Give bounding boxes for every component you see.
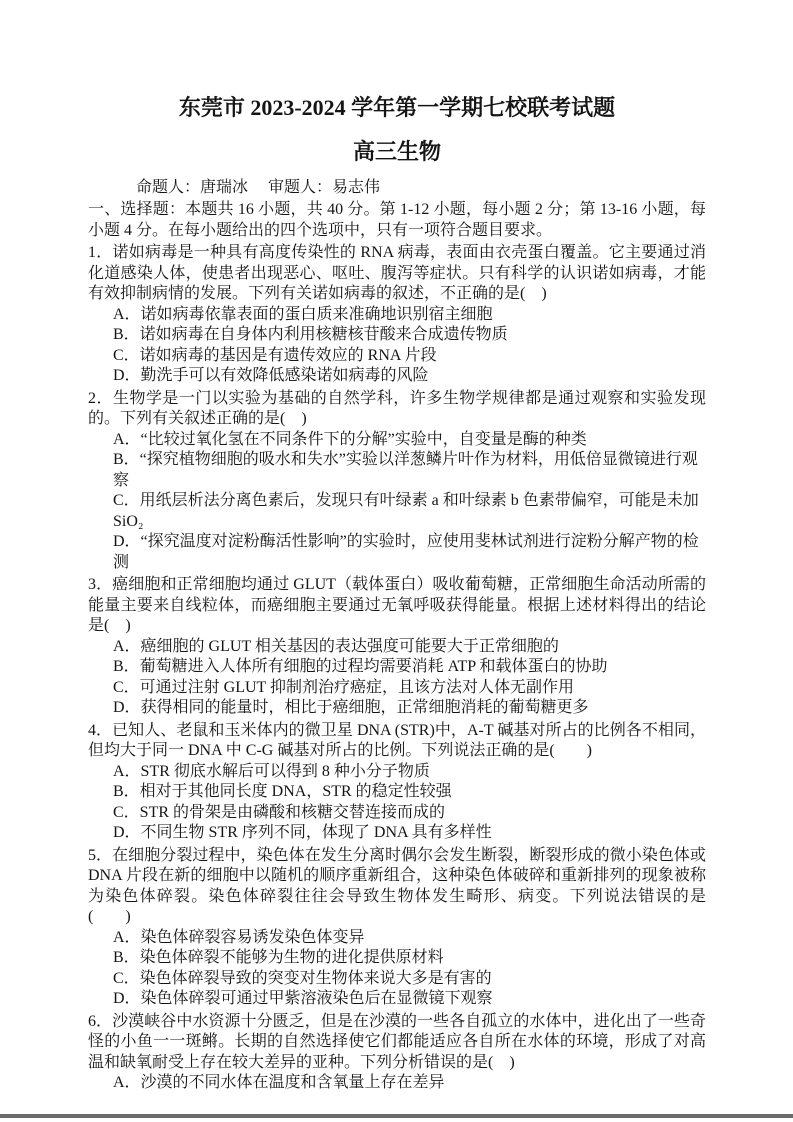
question-option: C．用纸层析法分离色素后，发现只有叶绿素 a 和叶绿素 b 色素带偏窄，可能是未加 SiO₂: [113, 492, 699, 530]
question-option: C．可通过注射 GLUT 抑制剂治疗癌症，且该方法对人体无副作用: [113, 678, 575, 696]
question-option: D．勤洗手可以有效降低感染诺如病毒的风险: [113, 367, 429, 384]
question-stem: 3．癌细胞和正常细胞均通过 GLUT（载体蛋白）吸收葡萄糖，正常细胞生命活动所需的能量主要来自线粒体，而癌细胞主要通过无氧呼吸获得能量。根据上述材料得出的结论是( ): [88, 576, 706, 634]
question-block-1: [88, 243, 706, 387]
question-option: A．癌细胞的 GLUT 相关基因的表达强度可能要大于正常细胞的: [113, 637, 559, 655]
question-option: B．“探究植物细胞的吸水和失水”实验以洋葱鳞片叶作为材料，用低倍显微镜进行观察: [113, 451, 698, 489]
question-option: C．染色体碎裂导致的突变对生物体来说大多是有害的: [113, 969, 492, 987]
question-option: D．不同生物 STR 序列不同，体现了 DNA 具有多样性: [113, 824, 492, 841]
question-list: [88, 243, 706, 1094]
question-option: B．葡萄糖进入人体所有细胞的过程均需要消耗 ATP 和载体蛋白的协助: [113, 658, 608, 675]
question-option: B．诺如病毒在自身体内利用核糖核苷酸来合成遗传物质: [113, 326, 508, 343]
question-stem: 5．在细胞分裂过程中，染色体在发生分离时偶尔会发生断裂，断裂形成的微小染色体或 DNA 片段在新的细胞中以随机的顺序重新组合，这种染色体破碎和重新排列的现象被称为染色体碎裂。染色体碎裂往往会导致生物体发生畸形、病变。下列说法错误的是( ): [88, 846, 706, 925]
exam-subject: 高三生物: [352, 139, 441, 164]
authors-line: 命题人：唐瑞冰 审题人：易志伟: [136, 179, 381, 196]
question-block-2: [88, 389, 706, 574]
question-option: D．染色体碎裂可通过甲紫溶液染色后在显微镜下观察: [113, 990, 493, 1007]
section-intro: 一、选择题：本题共 16 小题，共 40 分。第 1-12 小题，每小题 2 分；第 13-16 小题，每小题 4 分。在每小题给出的四个选项中，只有一项符合题目要求。: [88, 201, 706, 239]
question-option: D．获得相同的能量时，相比于癌细胞，正常细胞消耗的葡萄糖更多: [113, 699, 589, 716]
question-option: D．“探究温度对淀粉酶活性影响”的实验时，应使用斐林试剂进行淀粉分解产物的检测: [113, 533, 699, 571]
exam-title: 东莞市 2023-2024 学年第一学期七校联考试题: [178, 95, 616, 120]
question-stem: 1．诺如病毒是一种具有高度传染性的 RNA 病毒，表面由衣壳蛋白覆盖。它主要通过消化道感染人体，使患者出现恶心、呕吐、腹泻等症状。只有科学的认识诺如病毒，才能有效抑制病情的发展。下列有关诺如病毒的叙述，不正确的是( ): [88, 244, 706, 302]
exam-content: [88, 94, 706, 1094]
page-bottom-divider: [0, 1114, 793, 1118]
question-option: A．“比较过氧化氢在不同条件下的分解”实验中，自变量是酶的种类: [113, 430, 587, 448]
question-option: B．相对于其他同长度 DNA，STR 的稳定性较强: [113, 783, 452, 800]
question-stem: 6．沙漠峡谷中水资源十分匮乏，但是在沙漠的一些各自孤立的水体中，进化出了一些奇怪的小鱼一一斑鳉。长期的自然选择使它们都能适应各自所在水体的环境，形成了对高温和缺氧耐受上存在较大差异的亚种。下列分析错误的是( ): [88, 1012, 706, 1071]
question-option: B．染色体碎裂不能够为生物的进化提供原材料: [113, 949, 444, 966]
question-block-3: [88, 575, 706, 719]
question-option: C．STR 的骨架是由磷酸和核糖交替连接而成的: [113, 803, 446, 821]
question-block-5: [88, 846, 706, 1010]
question-stem: 4．已知人、老鼠和玉米体内的微卫星 DNA (STR)中，A-T 碱基对所占的比例各不相同，但均大于同一 DNA 中 C-G 碱基对所占的比例。下列说法正确的是( ): [88, 721, 706, 759]
question-option: A．诺如病毒依靠表面的蛋白质来准确地识别宿主细胞: [113, 305, 493, 323]
question-option: C．诺如病毒的基因是有遗传效应的 RNA 片段: [113, 346, 437, 364]
question-block-6: [88, 1012, 706, 1094]
question-block-4: [88, 721, 706, 844]
question-option: A．STR 彻底水解后可以得到 8 种小分子物质: [113, 762, 430, 780]
question-option: A．染色体碎裂容易诱发染色体变异: [113, 928, 365, 946]
question-option: A．沙漠的不同水体在温度和含氧量上存在差异: [113, 1074, 445, 1091]
question-stem: 2．生物学是一门以实验为基础的自然学科，许多生物学规律都是通过观察和实验发现的。下列有关叙述正确的是( ): [88, 389, 706, 427]
